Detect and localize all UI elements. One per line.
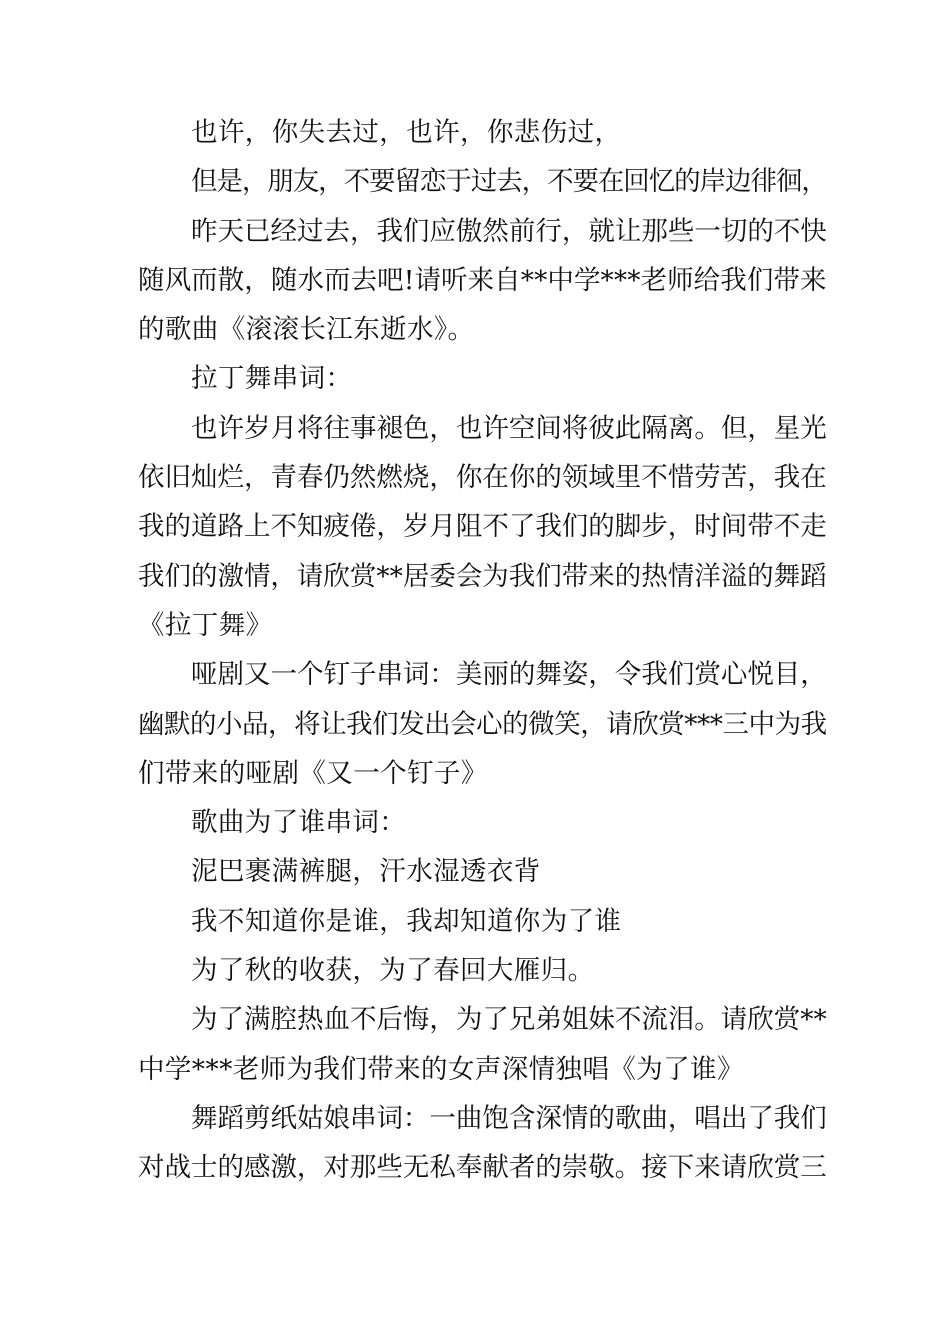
- text-line: 幽默的小品，将让我们发出会心的微笑，请欣赏***三中为我: [138, 708, 827, 740]
- text-line: 也许，你失去过，也许，你悲伤过，: [191, 117, 622, 148]
- text-line: 拉丁舞串词：: [191, 363, 353, 395]
- document-body: [138, 108, 828, 1193]
- text-line: 《拉丁舞》: [138, 609, 273, 641]
- text-line: 但是，朋友，不要留恋于过去，不要在回忆的岸边徘徊，: [191, 166, 827, 198]
- text-line: 我不知道你是谁，我却知道你为了谁: [191, 905, 622, 937]
- text-line: 们带来的哑剧《又一个钉子》: [138, 757, 488, 789]
- text-line: 昨天已经过去，我们应傲然前行，就让那些一切的不快: [191, 215, 827, 247]
- text-line: 哑剧又一个钉子串词：美丽的舞姿，令我们赏心悦目，: [191, 659, 827, 691]
- text-line: 也许岁月将往事褪色，也许空间将彼此隔离。但，星光: [191, 412, 827, 444]
- text-line: 对战士的感激，对那些无私奉献者的崇敬。接下来请欣赏三: [138, 1152, 827, 1184]
- text-line: 我的道路上不知疲倦，岁月阻不了我们的脚步，时间带不走: [138, 511, 827, 543]
- text-line: 泥巴裹满裤腿，汗水湿透衣背: [191, 856, 541, 888]
- text-line: 舞蹈剪纸姑娘串词：一曲饱含深情的歌曲，唱出了我们: [191, 1102, 827, 1134]
- text-line: 依旧灿烂，青春仍然燃烧，你在你的领域里不惜劳苦，我在: [138, 462, 827, 494]
- text-line: 中学***老师为我们带来的女声深情独唱《为了谁》: [138, 1053, 744, 1085]
- text-line: 随风而散，随水而去吧!请听来自**中学***老师给我们带来: [138, 264, 827, 296]
- text-line: 为了满腔热血不后悔，为了兄弟姐妹不流泪。请欣赏**: [191, 1004, 827, 1036]
- text-line: 歌曲为了谁串词：: [191, 807, 407, 839]
- text-line: 为了秋的收获，为了春回大雁归。: [191, 955, 595, 987]
- text-line: 的歌曲《滚滚长江东逝水》。: [138, 314, 475, 346]
- text-line: 我们的激情，请欣赏**居委会为我们带来的热情洋溢的舞蹈: [138, 560, 827, 592]
